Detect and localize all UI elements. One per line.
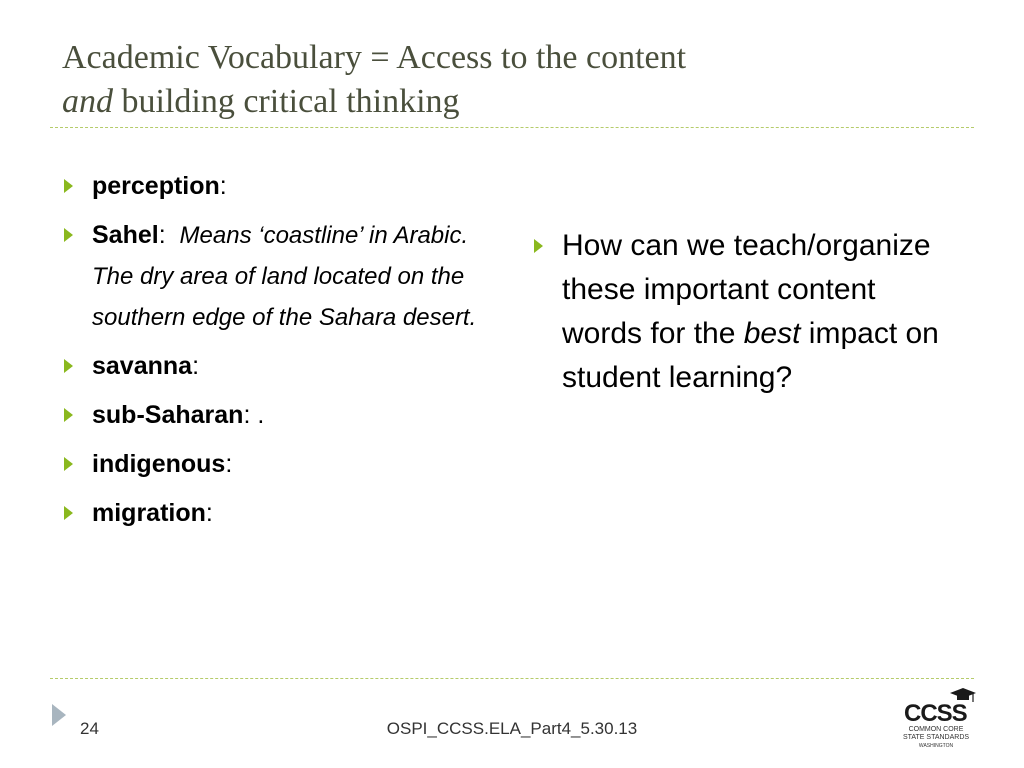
logo-abbr: CCSS [904,700,967,727]
top-divider [50,127,974,128]
vocabulary-term: perception [92,172,220,200]
vocabulary-term: sub-Saharan [92,401,244,429]
triangle-bullet-icon [534,239,543,253]
vocabulary-term: migration [92,499,206,527]
list-item [62,215,482,338]
term-separator: : [219,172,227,200]
vocabulary-term: savanna [92,352,193,380]
triangle-bullet-icon [64,506,73,520]
vocabulary-term: indigenous [92,450,226,478]
logo-line-2: STATE STANDARDS [902,734,970,741]
term-separator: : [158,221,180,249]
list-item [62,395,482,436]
term-separator: : . [243,401,265,429]
logo-line-3: WASHINGTON [918,743,954,749]
list-item [62,166,482,207]
footer-text: OSPI_CCSS.ELA_Part4_5.30.13 [386,719,638,738]
title-line-1: Academic Vocabulary = Access to the content [62,39,687,76]
term-definition: Means ‘coastline’ in Arabic. The dry area of land located on the southern edge of the Sahara desert. [92,222,477,331]
slide-title [62,36,982,124]
triangle-bullet-icon [64,228,73,242]
question-part-2: impact on student learning? [562,317,939,394]
term-separator: : [205,499,213,527]
vocabulary-list [62,166,482,542]
list-item [62,444,482,485]
question-text [532,224,952,400]
triangle-bullet-icon [64,359,73,373]
title-line-2 [62,80,982,124]
list-item [62,493,482,534]
bottom-divider [50,678,974,679]
title-italic-word: and [62,83,113,120]
term-separator: : [225,450,233,478]
list-item [62,346,482,387]
page-number: 24 [80,719,99,738]
ccss-logo [900,688,980,750]
vocabulary-term: Sahel [92,221,159,249]
triangle-bullet-icon [64,179,73,193]
question-block [532,224,952,400]
question-part-1: How can we teach/organize these important content words for the [562,229,931,350]
term-separator: : [192,352,200,380]
triangle-bullet-icon [64,457,73,471]
triangle-bullet-icon [64,408,73,422]
logo-line-1: COMMON CORE [908,726,964,733]
question-italic-word: best [743,317,801,350]
title-line-2-rest: building critical thinking [113,83,460,120]
